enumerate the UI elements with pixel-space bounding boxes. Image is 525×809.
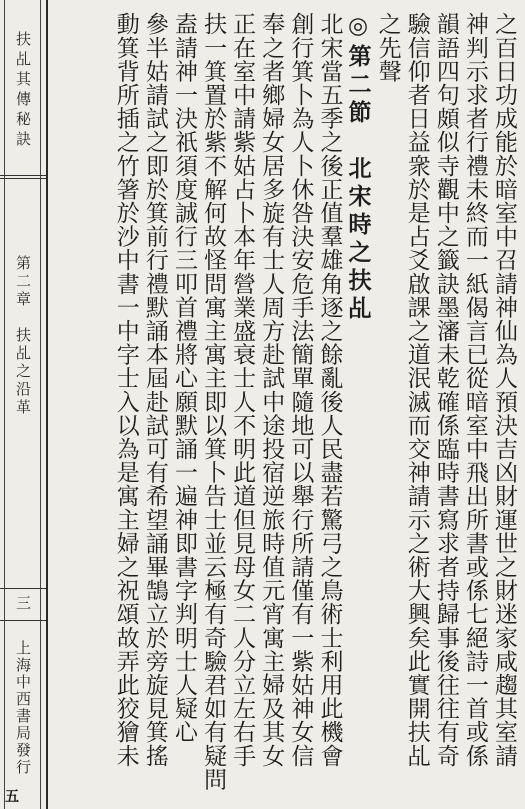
body-text	[52, 12, 518, 802]
text-column: 創行箕卜為人卜休咎決安危手法簡單隨地可以舉行所請僅有一紫姑神女信	[287, 12, 314, 768]
margin-divider-3	[0, 588, 46, 589]
text-column: 神判示求者行禮未終而一紙偈言已從暗室中飛出所書或係七絕詩一首或係	[461, 12, 488, 768]
section-heading: ◎第二節 北宋時之扶乩	[344, 12, 372, 324]
page-margin-strip	[0, 0, 48, 809]
text-column: 韻語四句頗似寺觀中之籤訣墨瀋未乾確係臨時書寫求者持歸事後往往有奇	[432, 12, 459, 768]
text-column: 奉之者鄉婦女居多旋有士人周方赴試中途投宿逆旅時值元宵寓主婦及其女	[258, 12, 285, 768]
chapter-title: 第二章 扶乩之沿革	[14, 255, 32, 417]
text-column: 盍請神一決祇須度誠行三叩首禮將心願默誦一遍神即書字判明士人疑心	[170, 12, 197, 744]
margin-divider-2	[0, 178, 46, 179]
margin-divider-4	[0, 620, 46, 621]
book-title: 扶乩其傳秘訣	[14, 30, 32, 151]
text-column: 北宋當五季之後正值羣雄角逐之餘亂後人民盡若驚弓之鳥術士利用此機會	[316, 12, 343, 768]
margin-divider-1	[0, 175, 46, 176]
page-number: 三	[14, 595, 32, 615]
corner-mark: 五	[5, 789, 19, 805]
text-column: 正在室中請紫姑占卜本年營業盛衰士人不明此道但見母女二人分立左右手	[229, 12, 256, 768]
text-column: 扶一箕置於紫不解何故怪問寓主寓主即以箕卜告士並云極有奇驗君如有疑問	[200, 12, 227, 791]
text-column: 之百日功成能於暗室中召請神仙為人預決吉凶財運世之財迷家咸趨其室請	[491, 12, 517, 768]
text-column: 動箕背所插之竹箸於沙中書一中字士入以為是寓主婦之祝頌故弄此狡獪未	[112, 12, 139, 768]
publisher-imprint: 上海中西書局發行	[14, 640, 32, 776]
text-column: 之先聲	[374, 12, 401, 83]
text-column: 驗信仰者日益衆於是占爻啟課之道泯滅而交神請示之術大興矣此實開扶乩	[403, 12, 430, 768]
text-column: 參半姑請試之即於箕前行禮默誦本屆赴試可有希望誦畢鵠立於旁旋見箕搖	[141, 12, 168, 768]
